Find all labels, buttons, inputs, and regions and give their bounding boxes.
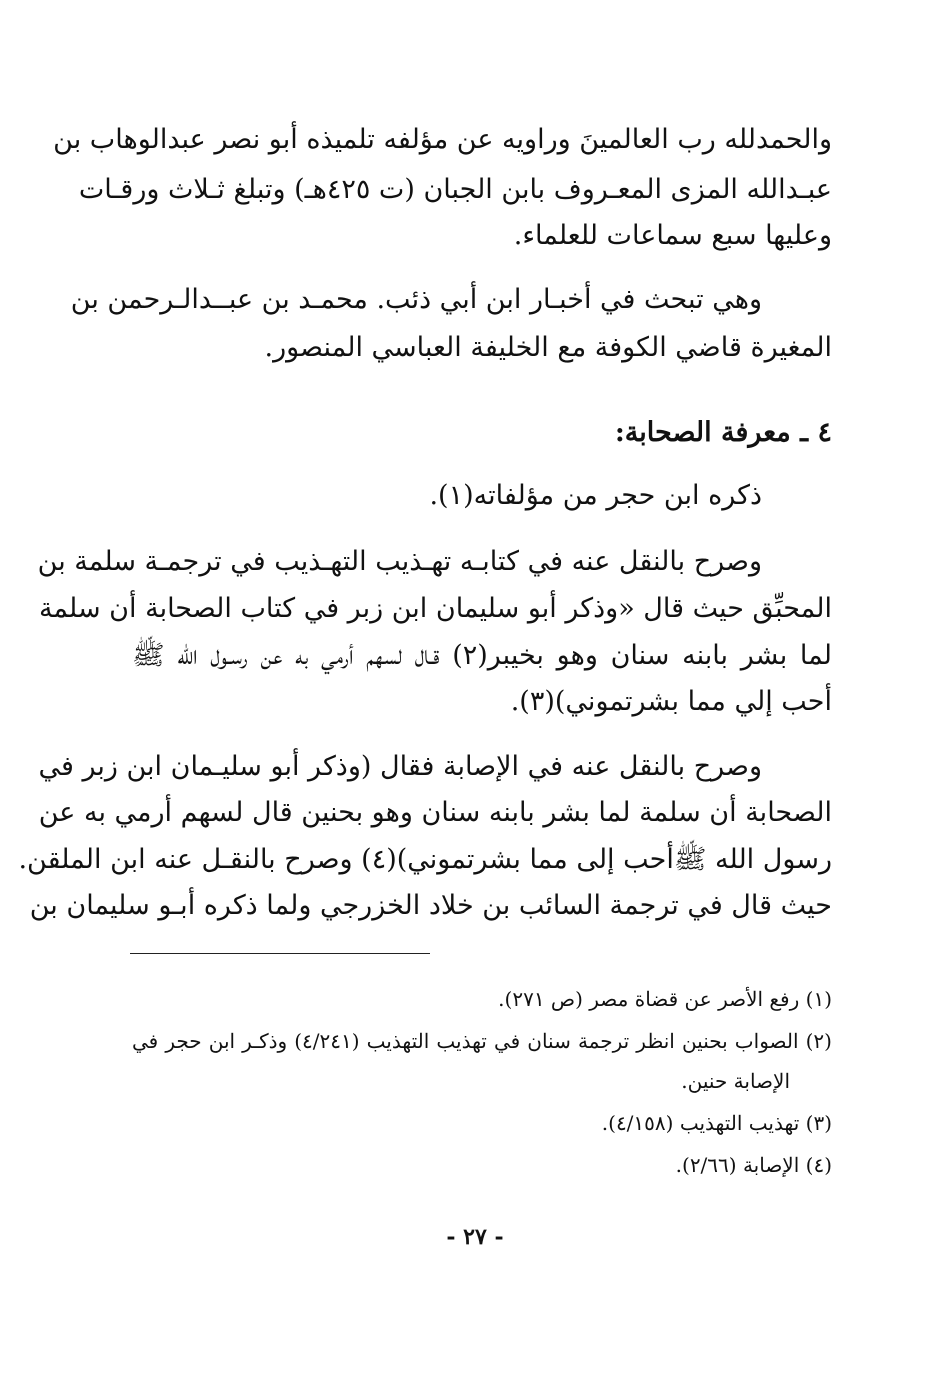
paragraph-4-line-2: المحبِّق حيث قال «وذكر أبو سليمان ابن زبر في كتاب الصحابة أن سلمة xyxy=(38,593,832,624)
paragraph-3-line-1: ذكره ابن حجر من مؤلفاته(١). xyxy=(429,480,762,511)
footnote-separator xyxy=(130,953,430,954)
paragraph-5-line-4: حيث قال في ترجمة السائب بن خلاد الخزرجي ولما ذكره أبـو سليمان بن xyxy=(29,890,832,921)
footnote-4: (٤) الإصابة (٢/٦٦). xyxy=(675,1153,832,1177)
footnote-3: (٣) تهذيب التهذيب (٤/١٥٨). xyxy=(601,1111,832,1135)
section-heading: ٤ ـ معرفة الصحابة: xyxy=(614,417,832,448)
footnote-2-line-1: (٢) الصواب بحنين انظر ترجمة سنان في تهذيب التهذيب (٤/٢٤١) وذكـر ابن حجر في xyxy=(132,1029,832,1053)
paragraph-2-line-2: المغيرة قاضي الكوفة مع الخليفة العباسي المنصور. xyxy=(264,332,832,363)
footnote-2-line-2: الإصابة حنين. xyxy=(681,1069,790,1093)
footnote-1: (١) رفع الأصر عن قضاة مصر (ص ٢٧١). xyxy=(498,987,832,1011)
paragraph-5-line-3: رسول الله ﷺأحب إلى مما بشرتموني)(٤) وصرح بالنقـل عنه ابن الملقن. xyxy=(18,844,832,875)
paragraph-4-line-4: أحب إلي مما بشرتموني)(٣). xyxy=(510,686,832,717)
page-number: - ٢٧ - xyxy=(446,1224,504,1250)
paragraph-2-line-1: وهي تبحث في أخبـار ابن أبي ذئب. محمـد بن عبــدالـرحمن بن xyxy=(70,284,762,315)
paragraph-1-line-1: والحمدلله رب العالمينَ وراويه عن مؤلفه تلميذه أبو نصر عبدالوهاب بن xyxy=(53,124,832,155)
paragraph-1-line-3: وعليها سبع سماعات للعلماء. xyxy=(513,220,832,251)
paragraph-5-line-2: الصحابة أن سلمة لما بشر بابنه سنان وهو بحنين قال لسهم أرمي به عن xyxy=(38,797,832,828)
paragraph-5-line-1: وصرح بالنقل عنه في الإصابة فقال (وذكر أبو سليـمان ابن زبر في xyxy=(38,751,762,782)
paragraph-4-line-1: وصرح بالنقل عنه في كتابـه تهـذيب التهـذيب في ترجمـة سلمة بن xyxy=(37,546,762,577)
paragraph-1-line-2: عبـدالله المزى المعـروف بابن الجبان (ت ٤٢٥هـ) وتبلغ ثـلاث ورقـات xyxy=(78,174,832,205)
paragraph-4-line-3: لما بشر بابنه سنان وهو بخيبر(٢) قـال لسهم أرمي به عن رسـول الله ﷺ xyxy=(132,640,832,671)
